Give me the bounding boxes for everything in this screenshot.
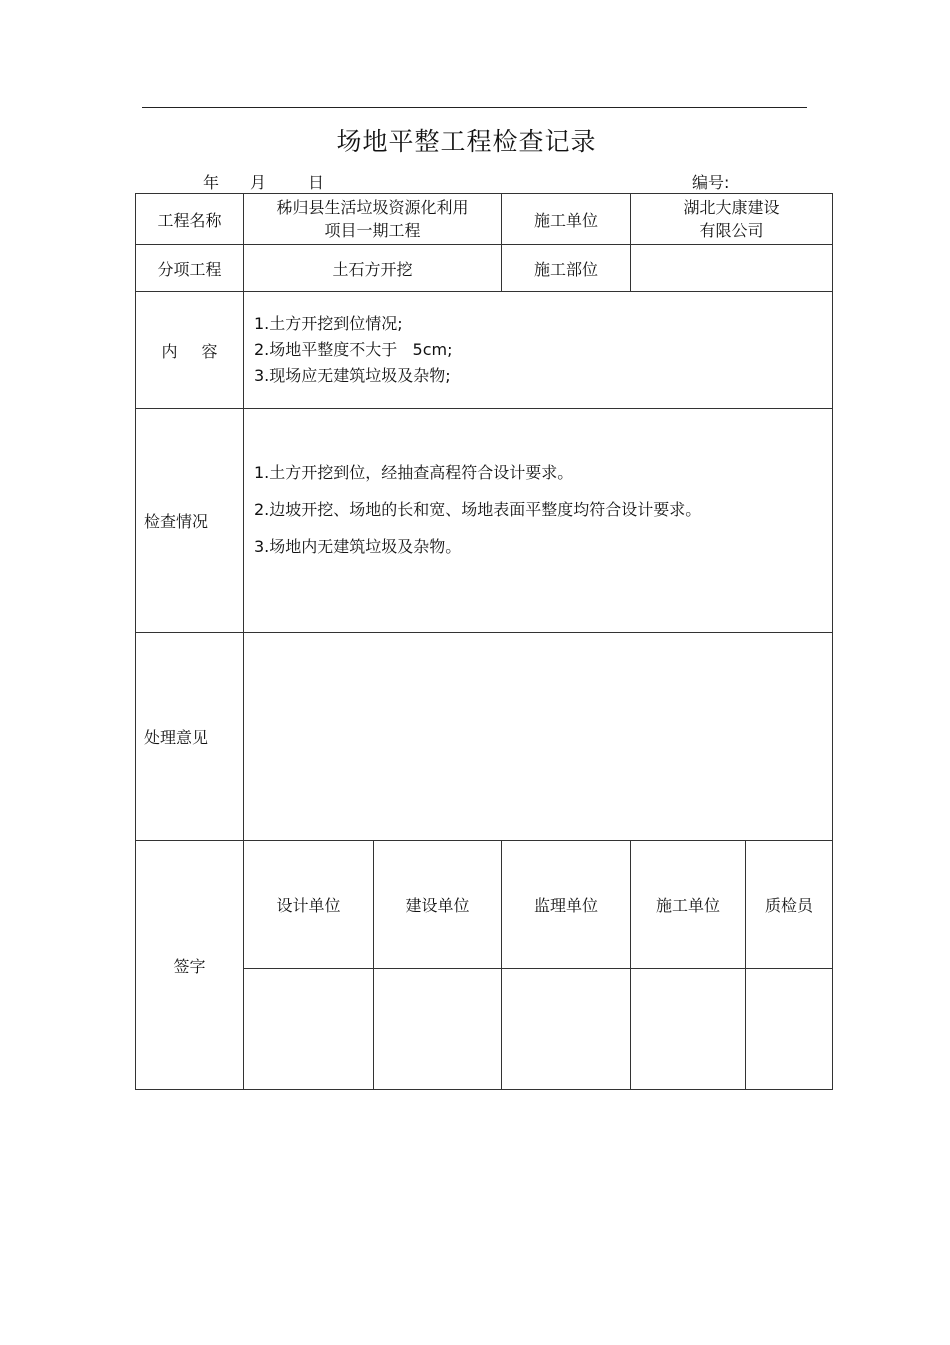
content-label [136, 292, 244, 409]
serial-number-label: 编号: [692, 173, 730, 192]
inspection-label: 检查情况 [136, 409, 244, 633]
signature-party-contractor: 施工单位 [631, 841, 746, 969]
date-day-label: 日 [308, 173, 325, 192]
date-month-label: 月 [250, 173, 267, 192]
content-label-text [162, 339, 218, 362]
date-year-label: 年 [203, 173, 220, 192]
construction-part-label: 施工部位 [502, 245, 631, 292]
inspection-item: 2.边坡开挖、场地的长和宽、场地表面平整度均符合设计要求。 [254, 499, 702, 519]
content-item: 2.场地平整度不大于 5cm; [254, 340, 453, 359]
content-label-char-2: 容 [201, 341, 218, 361]
signature-label: 签字 [136, 841, 244, 1090]
contractor-line-2: 有限公司 [699, 221, 764, 240]
signature-header-row [136, 841, 833, 969]
handling-row [136, 633, 833, 841]
project-name-line-1: 秭归县生活垃圾资源化利用 [276, 198, 469, 217]
inspection-row [136, 409, 833, 633]
signature-field-inspector[interactable] [746, 969, 833, 1090]
construction-part-value [631, 245, 833, 292]
project-name-line-2: 项目一期工程 [324, 221, 421, 240]
contractor-line-1: 湖北大康建设 [683, 198, 780, 217]
signature-party-design: 设计单位 [244, 841, 374, 969]
content-row [136, 292, 833, 409]
project-name-value [244, 194, 502, 245]
contractor-value [631, 194, 833, 245]
signature-field-contractor[interactable] [631, 969, 746, 1090]
signature-field-supervisor[interactable] [502, 969, 631, 1090]
subproject-value: 土石方开挖 [244, 245, 502, 292]
content-value [244, 292, 833, 409]
signature-party-owner: 建设单位 [374, 841, 502, 969]
project-row [136, 194, 833, 245]
content-label-char-1: 内 [161, 341, 187, 361]
inspection-value [244, 409, 833, 633]
page-title: 场地平整工程检查记录 [336, 127, 597, 156]
signature-field-design[interactable] [244, 969, 374, 1090]
handling-value [244, 633, 833, 841]
handling-label: 处理意见 [136, 633, 244, 841]
content-item: 3.现场应无建筑垃圾及杂物; [254, 366, 451, 385]
subproject-row [136, 245, 833, 292]
inspection-item: 3.场地内无建筑垃圾及杂物。 [254, 536, 462, 556]
inspection-item: 1.土方开挖到位，经抽查高程符合设计要求。 [254, 462, 574, 482]
subproject-label: 分项工程 [136, 245, 244, 292]
contractor-label: 施工单位 [502, 194, 631, 245]
signature-party-inspector: 质检员 [746, 841, 833, 969]
top-rule [142, 107, 807, 108]
content-item: 1.土方开挖到位情况; [254, 314, 403, 333]
signature-party-supervisor: 监理单位 [502, 841, 631, 969]
project-name-label: 工程名称 [136, 194, 244, 245]
inspection-record-table [135, 193, 833, 1090]
signature-field-owner[interactable] [374, 969, 502, 1090]
